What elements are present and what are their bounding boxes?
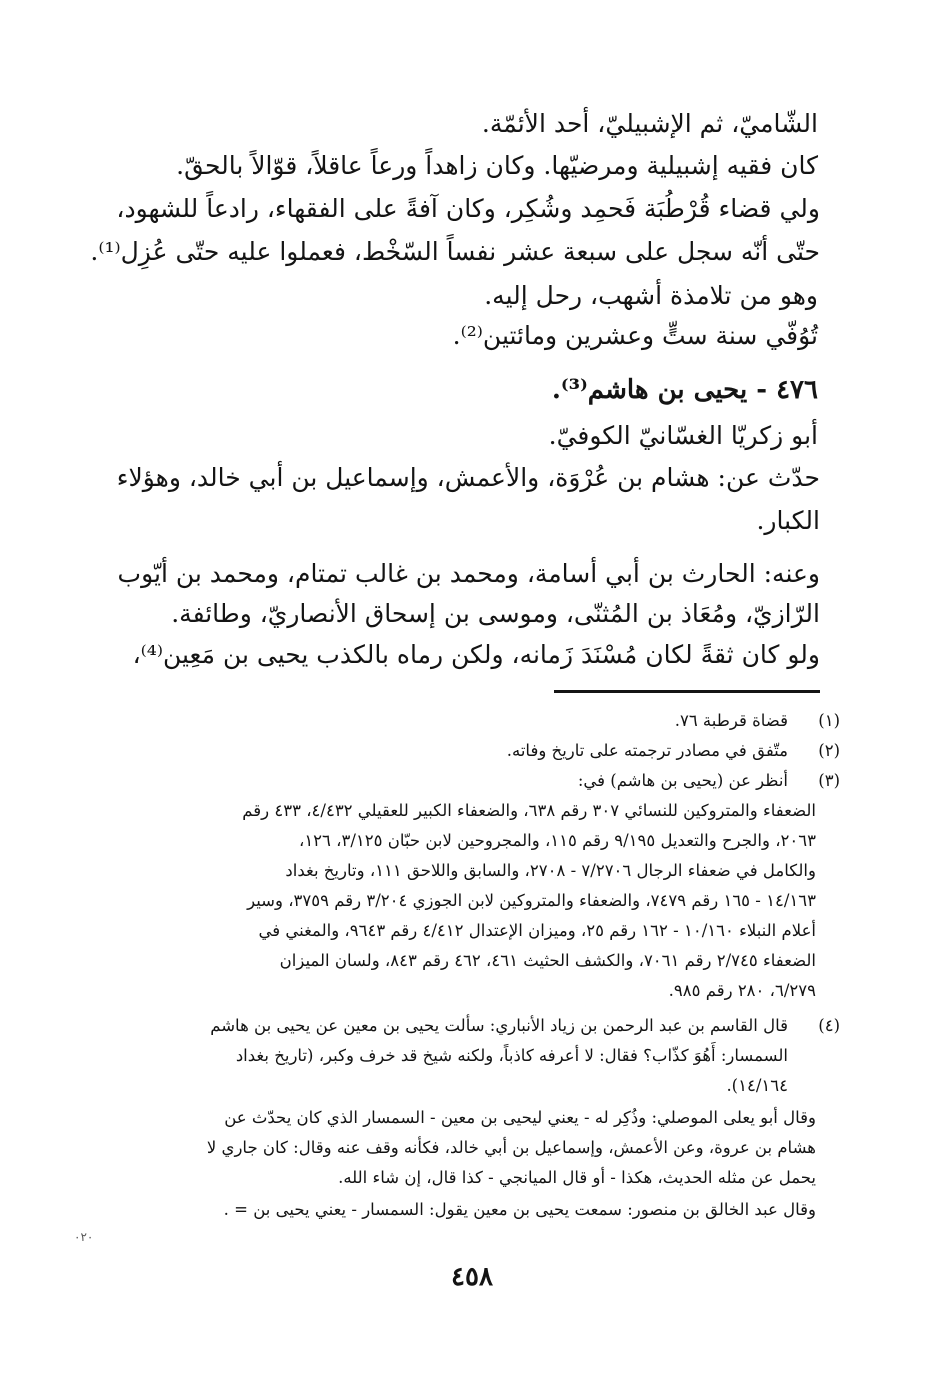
footnote-3-number: (٣) [818, 771, 840, 790]
footnote-3-line-1: أنظر عن (يحيى بن هاشم) في: [577, 771, 788, 790]
body-line-2: كان فقيه إشبيلية ومرضيّها. وكان زاهداً ورعاً عاقلاً، قوّالاً بالحقّ. [176, 151, 818, 180]
footnote-1-text: قضاة قرطبة ٧٦. [674, 711, 788, 730]
body-line-5: وهو من تلامذة أشهب، رحل إليه. [484, 281, 818, 310]
footnote-3-line-8: ٦/٢٧٩، ٢٨٠ رقم ٩٨٥. [668, 981, 816, 1000]
footnote-1-number: (١) [818, 711, 840, 730]
body-line-10: الكبار. [756, 506, 820, 535]
body-line-12: الرّازيّ، ومُعَاذ بن المُثنّى، وموسى بن إسحاق الأنصاريّ، وطائفة. [171, 599, 820, 628]
entry-heading: ٤٧٦ - يحيى بن هاشم⁽³⁾. [551, 375, 818, 405]
footnote-4-para2-line-3: يحمل عن مثله الحديث، هكذا - أو قال الميانجي - كذا قال، إن شاء الله. [338, 1168, 816, 1187]
footnote-3-line-6: أعلام النبلاء ١٠/١٦٠ - ١٦٢ رقم ٢٥، وميزان الإعتدال ٤/٤١٢ رقم ٩٦٤٣، والمغني في [258, 921, 816, 940]
footnote-2-text: متّفق في مصادر ترجمته على تاريخ وفاته. [506, 741, 788, 760]
footnote-3-line-4: والكامل في ضعفاء الرجال ٧/٢٧٠٦ - ٢٧٠٨، والسابق واللاحق ١١١، وتاريخ بغداد [285, 861, 816, 880]
footnote-4-line-1: قال القاسم بن عبد الرحمن بن زياد الأنباري: سألت يحيى بن معين عن يحيى بن هاشم [210, 1016, 788, 1035]
footnote-4-para3: وقال عبد الخالق بن منصور: سمعت يحيى بن معين يقول: السمسار - يعني يحيى بن = . [223, 1200, 816, 1219]
footnote-4-line-2: السمسار: أَهُوَ كذّاب؟ فقال: لا أعرفه كاذباً، ولكنه شيخ قد خرف وكبر، (تاريخ بغداد [235, 1046, 788, 1065]
footnote-4-number: (٤) [818, 1016, 840, 1035]
body-line-3: ولي قضاء قُرْطُبَة فَحمِد وشُكِر، وكان آفةً على الفقهاء، رادعاً للشهود، [116, 194, 820, 223]
footnote-2-number: (٢) [818, 741, 840, 760]
body-line-11: وعنه: الحارث بن أبي أسامة، ومحمد بن غالب تمتام، ومحمد بن أيّوب [117, 559, 820, 588]
footnote-3-line-5: ١٤/١٦٣ - ١٦٥ رقم ٧٤٧٩، والضعفاء والمتروكين لابن الجوزي ٣/٢٠٤ رقم ٣٧٥٩، وسير [247, 891, 816, 910]
footnote-4-para2-line-2: هشام بن عروة، وعن الأعمش، وإسماعيل بن أبي خالد، فكأنه وقف عنه وقال: كان جاري لا [206, 1138, 816, 1157]
body-line-13: ولو كان ثقةً لكان مُسْنَدَ زَمانه، ولكن رماه بالكذب يحيى بن مَعِين⁽⁴⁾، [132, 640, 820, 669]
body-line-6: تُوُفّي سنة ستٍّ وعشرين ومائتين⁽²⁾. [452, 321, 818, 350]
corner-mark: ٠٢٠ [74, 1230, 94, 1244]
body-line-4: حتّى أنّه سجل على سبعة عشر نفساً السّخْط، فعملوا عليه حتّى عُزِل⁽¹⁾. [90, 237, 820, 266]
body-line-8: أبو زكريّا الغسّانيّ الكوفيّ. [548, 421, 818, 450]
body-line-1: الشّاميّ، ثم الإشبيليّ، أحد الأئمّة. [481, 109, 818, 138]
footnote-3-line-3: ٢٠٦٣، والجرح والتعديل ٩/١٩٥ رقم ١١٥، والمجروحين لابن حبّان ٣/١٢٥، ١٢٦، [298, 831, 816, 850]
footnote-3-line-2: الضعفاء والمتروكين للنسائي ٣٠٧ رقم ٦٣٨، والضعفاء الكبير للعقيلي ٤/٤٣٢، ٤٣٣ رقم [242, 801, 816, 820]
page-number: ٤٥٨ [451, 1262, 493, 1292]
body-line-9: حدّث عن: هشام بن عُرْوَة، والأعمش، وإسماعيل بن أبي خالد، وهؤلاء [116, 463, 820, 492]
footnote-3-line-7: الضعفاء ٢/٧٤٥ رقم ٧٠٦١، والكشف الحثيث ٤٦١، ٤٦٢ رقم ٨٤٣، ولسان الميزان [279, 951, 816, 970]
footnote-separator [554, 690, 820, 693]
footnote-4-line-3: ١٤/١٦٤). [726, 1076, 788, 1095]
footnote-4-para2-line-1: وقال أبو يعلى الموصلي: وذُكِر له - يعني ليحيى بن معين - السمسار الذي كان يحدّث عن [224, 1108, 816, 1127]
